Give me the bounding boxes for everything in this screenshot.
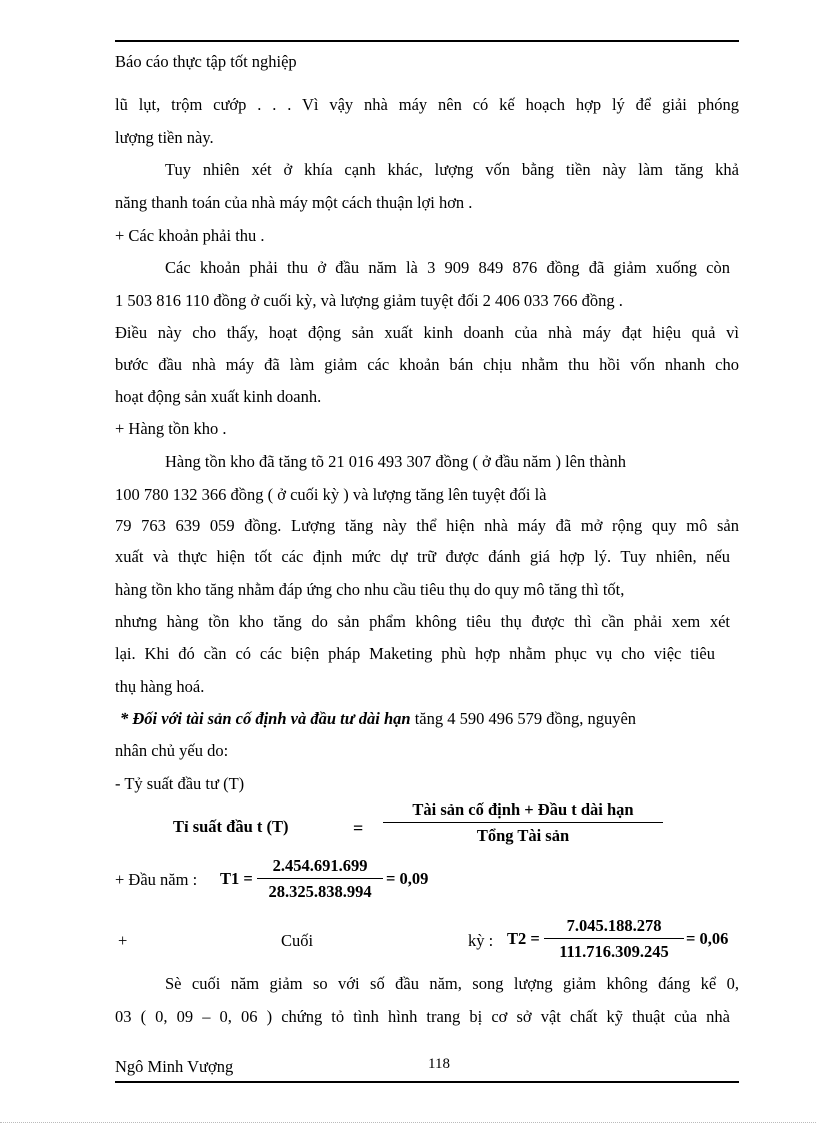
formula-t2-plus: +: [118, 931, 128, 950]
formula-t2-cuoi: Cuối: [281, 931, 314, 950]
closing-line: 03 ( 0, 09 – 0, 06 ) chứng tỏ tình hình trang bị cơ sở vật chất kỹ thuật của nhà: [115, 1007, 730, 1026]
formula-t2-ky: kỳ :: [468, 931, 494, 950]
formula-t2-numerator: 7.045.188.278: [566, 916, 662, 935]
fixed-asset-line: [120, 711, 636, 728]
body-line: năng thanh toán của nhà máy một cách thuận lợi hơn .: [115, 193, 473, 212]
body-line: Tuy nhiên xét ở khía cạnh khác, lượng vốn bằng tiền này làm tăng khả: [165, 160, 739, 179]
formula-main-denominator: Tổng Tài sản: [476, 826, 570, 845]
body-line: bước đầu nhà máy đã làm giảm các khoản bán chịu nhằm thu hồi vốn nhanh cho: [115, 355, 739, 374]
closing-line: Sè cuối năm giảm so với số đầu năm, song lượng giảm không đáng kể 0,: [165, 974, 739, 993]
formula-main-fraction: [383, 800, 663, 846]
footer-rule: [115, 1081, 739, 1083]
formula-t1-fraction: [257, 856, 383, 902]
formula-t1-prefix: + Đầu năm :: [115, 870, 198, 889]
body-line: 1 503 816 110 đồng ở cuối kỳ, và lượng giảm tuyệt đối 2 406 033 766 đồng .: [115, 291, 623, 310]
body-line: xuất và thực hiện tốt các định mức dự trữ được đánh giá hợp lý. Tuy nhiên, nếu: [115, 547, 730, 566]
fixed-asset-line2: nhân chủ yếu do:: [115, 741, 229, 760]
body-line: 79 763 639 059 đồng. Lượng tăng này thể hiện nhà máy đã mở rộng quy mô sản: [115, 516, 739, 535]
formula-t1-result: = 0,09: [386, 869, 429, 888]
body-line: hoạt động sản xuất kinh doanh.: [115, 387, 322, 406]
formula-main-equals: =: [353, 818, 364, 838]
formula-t1-var: T1 =: [220, 869, 253, 888]
footer-author: Ngô Minh Vượng: [115, 1057, 234, 1076]
fixed-asset-label: * Đối với tài sản cố định và đầu tư dài hạn: [120, 709, 411, 728]
page-number: 118: [428, 1056, 450, 1072]
formula-main-label: Tỉ suất đầu t (T): [173, 817, 289, 836]
body-line: hàng tồn kho tăng nhằm đáp ứng cho nhu cầu tiêu thụ do quy mô tăng thì tốt,: [115, 580, 625, 599]
body-line: Hàng tồn kho đã tăng tõ 21 016 493 307 đồng ( ở đầu năm ) lên thành: [165, 452, 627, 471]
formula-t2-result: = 0,06: [686, 929, 729, 948]
body-line: + Hàng tồn kho .: [115, 419, 227, 438]
formula-t2-var: T2 =: [507, 929, 540, 948]
body-line: nhưng hàng tồn kho tăng do sản phẩm không tiêu thụ được thì cần phải xem xét: [115, 612, 730, 631]
body-line: thụ hàng hoá.: [115, 677, 205, 696]
formula-t1-denominator: 28.325.838.994: [268, 882, 372, 901]
body-line: Điều này cho thấy, hoạt động sản xuất kinh doanh của nhà máy đạt hiệu quả vì: [115, 323, 739, 342]
body-line: lũ lụt, trộm cướp . . . Vì vậy nhà máy nên có kế hoạch hợp lý để giải phóng: [115, 95, 739, 114]
body-line: + Các khoản phải thu .: [115, 226, 265, 245]
body-line: Các khoản phải thu ở đầu năm là 3 909 849 876 đồng đã giảm xuống còn: [165, 258, 730, 277]
formula-main-numerator: Tài sản cố định + Đầu t dài hạn: [412, 800, 634, 819]
ratio-heading: - Tỷ suất đầu tư (T): [115, 774, 245, 793]
formula-t2-denominator: 111.716.309.245: [559, 942, 669, 961]
body-line: lượng tiền này.: [115, 128, 214, 147]
body-line: lại. Khi đó cần có các biện pháp Maketing phù hợp nhằm phục vụ cho việc tiêu: [115, 644, 715, 663]
body-line: 100 780 132 366 đồng ( ở cuối kỳ ) và lượng tăng lên tuyệt đối là: [115, 485, 547, 504]
formula-t2-fraction: [544, 916, 684, 962]
header-title: Báo cáo thực tập tốt nghiệp: [115, 52, 297, 71]
fixed-asset-rest: tăng 4 590 496 579 đồng, nguyên: [410, 709, 637, 728]
formula-t1-numerator: 2.454.691.699: [272, 856, 368, 875]
header-rule: [115, 40, 739, 42]
